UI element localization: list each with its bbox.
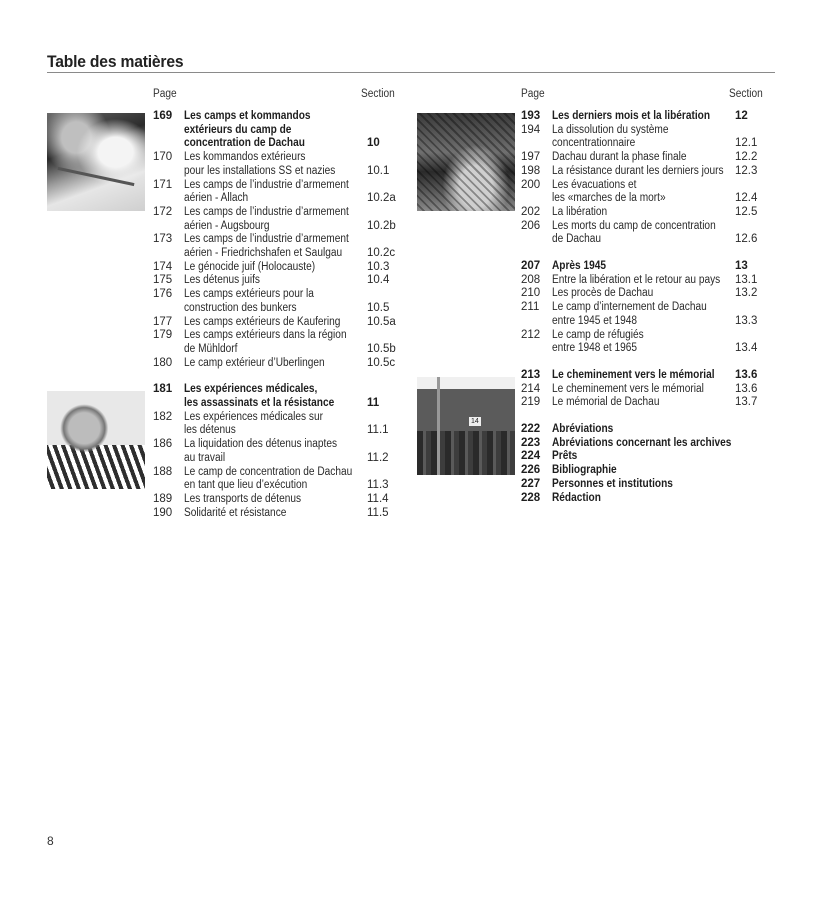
- page-column-label: Page: [521, 88, 545, 100]
- toc-entry-continuation[interactable]: [521, 315, 781, 329]
- toc-entry-title: concentration de Dachau: [184, 137, 305, 150]
- toc-entry-continuation[interactable]: [153, 343, 413, 357]
- toc-page-number: 188: [153, 465, 173, 478]
- toc-section-number: 13.2: [735, 287, 758, 300]
- toc-entry-continuation[interactable]: [521, 192, 781, 206]
- toc-page-number: [153, 343, 184, 357]
- toc-entry-continuation[interactable]: [153, 124, 413, 138]
- toc-page-number: [153, 397, 184, 411]
- toc-entry[interactable]: [153, 261, 413, 275]
- toc-section-number: 10.5a: [367, 315, 396, 328]
- toc-page-number: [153, 165, 184, 179]
- toc-section-number: 12.5: [735, 205, 758, 218]
- toc-page-number: 200: [521, 178, 541, 191]
- toc-section-number: 13: [735, 260, 748, 273]
- toc-page-number: 210: [521, 287, 541, 300]
- toc-entry-continuation[interactable]: [153, 302, 413, 316]
- toc-entry-title: Après 1945: [552, 260, 607, 273]
- toc-entry-title: Le cheminement vers le mémorial: [552, 382, 704, 395]
- memorial-gathering-photo: [417, 377, 515, 475]
- toc-entry-title: Le camp de concentration de Dachau: [184, 465, 353, 478]
- toc-entry[interactable]: [153, 466, 413, 480]
- toc-entry-title: les «marches de la mort»: [552, 192, 666, 205]
- toc-page-number: 170: [153, 151, 173, 164]
- toc-entry-title: Les expériences médicales sur: [184, 410, 323, 423]
- toc-entry-title: de Dachau: [552, 233, 601, 246]
- toc-section-number: 13.4: [735, 342, 758, 355]
- toc-entry-title: Les camps de l’industrie d’armement: [184, 205, 349, 218]
- toc-page-number: 197: [521, 151, 541, 164]
- toc-page-number: 194: [521, 123, 541, 136]
- toc-page-number: 186: [153, 438, 173, 451]
- toc-page-number: 198: [521, 164, 541, 177]
- toc-section-number: 13.3: [735, 314, 758, 327]
- toc-page-number: 175: [153, 274, 173, 287]
- toc-entry-title: Le camp d’internement de Dachau: [552, 301, 707, 314]
- toc-entry-continuation[interactable]: [153, 165, 413, 179]
- chapter-10: [153, 110, 413, 370]
- toc-entry[interactable]: [153, 507, 413, 521]
- toc-entry-title: Les camps de l’industrie d’armement: [184, 233, 349, 246]
- toc-entry-continuation[interactable]: [153, 192, 413, 206]
- toc-entry-title: Entre la libération et le retour au pays: [552, 273, 721, 286]
- toc-entry-title: Le cheminement vers le mémorial: [552, 368, 715, 381]
- toc-page-number: 171: [153, 178, 173, 191]
- toc-entry[interactable]: [153, 206, 413, 220]
- toc-page-number: 206: [521, 219, 541, 232]
- toc-entry[interactable]: [521, 110, 781, 124]
- toc-entry-title: La dissolution du système: [552, 123, 669, 136]
- toc-page-number: 208: [521, 273, 541, 286]
- toc-page-number: 212: [521, 328, 541, 341]
- section-column-label: Section: [729, 88, 763, 100]
- toc-section-number: 10.2b: [367, 219, 396, 232]
- toc-entry[interactable]: [521, 124, 781, 138]
- toc-section-number: 11.2: [367, 451, 389, 464]
- column-header: [153, 88, 413, 110]
- toc-entry-title: Les détenus juifs: [184, 274, 260, 287]
- toc-entry[interactable]: [521, 464, 781, 478]
- toc-section-number: 12.1: [735, 137, 758, 150]
- toc-page-number: [153, 137, 184, 151]
- toc-entry-title: Rédaction: [552, 491, 601, 504]
- chapter-12: [521, 110, 781, 247]
- toc-entry-title: Les camps et kommandos: [184, 110, 311, 122]
- toc-page-number: 173: [153, 233, 173, 246]
- toc-page-number: [521, 342, 552, 356]
- toc-entry-title: au travail: [184, 451, 226, 464]
- toc-entry-title: de Mühldorf: [184, 342, 238, 355]
- toc-section-number: 13.7: [735, 396, 758, 409]
- toc-entry-title: Les évacuations et: [552, 178, 637, 191]
- toc-entry[interactable]: [521, 369, 781, 383]
- toc-section-number: 13.6: [735, 368, 758, 381]
- toc-entry[interactable]: [153, 179, 413, 193]
- toc-page-number: 219: [521, 396, 541, 409]
- toc-entry-title: aérien - Augsbourg: [184, 219, 270, 232]
- toc-entry[interactable]: [153, 493, 413, 507]
- prisoner-portrait-photo: [47, 391, 145, 489]
- toc-page-number: 214: [521, 382, 541, 395]
- toc-page-number: 223: [521, 436, 541, 449]
- toc-entry[interactable]: [153, 383, 413, 397]
- toc-section-number: 13.1: [735, 273, 758, 286]
- toc-page-number: 227: [521, 477, 541, 490]
- column-header: [521, 88, 781, 110]
- toc-page-number: 174: [153, 260, 173, 273]
- toc-section-number: 11.5: [367, 506, 389, 519]
- toc-entry[interactable]: [153, 151, 413, 165]
- toc-page-number: 169: [153, 110, 173, 122]
- toc-page-number: 211: [521, 301, 540, 314]
- toc-entry-title: Le mémorial de Dachau: [552, 396, 660, 409]
- toc-entry-title: La liquidation des détenus inaptes: [184, 438, 338, 451]
- toc-entry-title: Les procès de Dachau: [552, 287, 654, 300]
- toc-entry-title: en tant que lieu d’exécution: [184, 479, 308, 492]
- toc-section-number: 11.3: [367, 479, 389, 492]
- toc-section-number: 11: [367, 397, 380, 410]
- toc-entry-continuation[interactable]: [153, 220, 413, 234]
- toc-entry-title: Personnes et institutions: [552, 477, 673, 490]
- toc-section-number: 10.5: [367, 301, 390, 314]
- toc-entry-title: Abréviations concernant les archives: [552, 436, 732, 449]
- toc-page-number: [153, 452, 184, 466]
- toc-entry[interactable]: [521, 437, 781, 451]
- toc-entry-title: Le camp de réfugiés: [552, 328, 644, 341]
- toc-entry-title: construction des bunkers: [184, 301, 297, 314]
- toc-entry-title: pour les installations SS et nazies: [184, 164, 336, 177]
- toc-entry-title: Abréviations: [552, 423, 614, 436]
- toc-page-number: [521, 315, 552, 329]
- toc-entry[interactable]: [153, 411, 413, 425]
- toc-entry-continuation[interactable]: [153, 479, 413, 493]
- toc-page-number: 202: [521, 205, 541, 218]
- toc-entry-title: Prêts: [552, 450, 578, 463]
- toc-entry-title: Les transports de détenus: [184, 492, 302, 505]
- toc-entry[interactable]: [521, 206, 781, 220]
- toc-page-number: 226: [521, 464, 541, 477]
- toc-page-number: 172: [153, 205, 173, 218]
- toc-entry-title: aérien - Friedrichshafen et Saulgau: [184, 247, 343, 260]
- toc-entry-title: Les camps extérieurs dans la région: [184, 329, 347, 342]
- toc-entry-title: Bibliographie: [552, 464, 617, 477]
- toc-section-number: 10.3: [367, 260, 390, 273]
- toc-entry-title: les assassinats et la résistance: [184, 397, 335, 410]
- toc-entry[interactable]: [521, 165, 781, 179]
- appendix-list: [521, 423, 781, 505]
- toc-entry-title: entre 1945 et 1948: [552, 314, 637, 327]
- toc-entry-title: Les expériences médicales,: [184, 383, 318, 396]
- chapter-13-6: [521, 369, 781, 410]
- toc-entry-title: Les derniers mois et la libération: [552, 110, 711, 122]
- toc-entry[interactable]: [521, 287, 781, 301]
- toc-right-column: [521, 88, 781, 505]
- toc-entry[interactable]: [153, 288, 413, 302]
- toc-page-number: [153, 302, 184, 316]
- page-column-label: Page: [153, 88, 177, 100]
- toc-page-number: 228: [521, 491, 541, 504]
- toc-entry-title: Le génocide juif (Holocauste): [184, 260, 316, 273]
- toc-page-number: [153, 220, 184, 234]
- toc-page-number: [521, 137, 552, 151]
- toc-entry[interactable]: [521, 478, 781, 492]
- toc-entry[interactable]: [153, 438, 413, 452]
- toc-entry-continuation[interactable]: [153, 424, 413, 438]
- toc-section-number: 10.2a: [367, 192, 396, 205]
- title-rule: [47, 72, 775, 73]
- toc-entry-title: Le camp extérieur d’Überlingen: [184, 356, 325, 369]
- toc-section-number: 10: [367, 137, 380, 150]
- toc-section-number: 12.4: [735, 192, 758, 205]
- toc-entry[interactable]: [153, 316, 413, 330]
- toc-entry[interactable]: [521, 492, 781, 506]
- toc-entry[interactable]: [521, 260, 781, 274]
- toc-section-number: 10.1: [367, 164, 390, 177]
- toc-page-number: [153, 124, 184, 138]
- toc-page-number: 224: [521, 450, 541, 463]
- toc-page-number: 180: [153, 356, 173, 369]
- toc-left-column: [153, 88, 413, 520]
- toc-page-number: 193: [521, 110, 541, 122]
- toc-entry[interactable]: [521, 220, 781, 234]
- page-title: Table des matières: [47, 52, 184, 71]
- toc-entry[interactable]: [521, 396, 781, 410]
- toc-entry-continuation[interactable]: [153, 137, 413, 151]
- toc-entry[interactable]: [521, 274, 781, 288]
- toc-entry-title: Les camps extérieurs pour la: [184, 288, 314, 301]
- toc-section-number: 11.1: [367, 424, 389, 437]
- toc-entry[interactable]: [153, 329, 413, 343]
- toc-entry-continuation[interactable]: [153, 247, 413, 261]
- toc-entry-title: La libération: [552, 205, 608, 218]
- toc-section-number: 10.5c: [367, 356, 396, 369]
- toc-entry[interactable]: [153, 110, 413, 124]
- toc-page-number: 213: [521, 368, 541, 381]
- toc-entry[interactable]: [521, 301, 781, 315]
- toc-entry-title: extérieurs du camp de: [184, 123, 292, 136]
- toc-page-number: [153, 192, 184, 206]
- toc-entry-title: Solidarité et résistance: [184, 506, 287, 519]
- toc-page-number: 190: [153, 506, 173, 519]
- toc-entry-title: Dachau durant la phase finale: [552, 151, 687, 164]
- toc-entry-title: La résistance durant les derniers jours: [552, 164, 724, 177]
- toc-section-number: 13.6: [735, 382, 758, 395]
- toc-entry[interactable]: [521, 383, 781, 397]
- toc-page-number: 189: [153, 492, 173, 505]
- toc-section-number: 10.4: [367, 274, 390, 287]
- toc-page-number: [521, 192, 552, 206]
- toc-entry-title: Les camps de l’industrie d’armement: [184, 178, 349, 191]
- toc-entry[interactable]: [521, 423, 781, 437]
- toc-section-number: 12.2: [735, 151, 758, 164]
- toc-entry-title: Les morts du camp de concentration: [552, 219, 716, 232]
- toc-page-number: 222: [521, 423, 541, 436]
- toc-page-number: [153, 247, 184, 261]
- toc-section-number: 10.5b: [367, 342, 396, 355]
- toc-page-number: 177: [153, 315, 173, 328]
- toc-entry-continuation[interactable]: [521, 233, 781, 247]
- toc-page-number: [521, 233, 552, 247]
- page-number: 8: [47, 834, 54, 848]
- pile-bodies-photo: [417, 113, 515, 211]
- toc-entry-continuation[interactable]: [153, 452, 413, 466]
- toc-entry[interactable]: [153, 233, 413, 247]
- toc-section-number: 10.2c: [367, 247, 396, 260]
- toc-entry-continuation[interactable]: [521, 342, 781, 356]
- toc-page-number: [153, 424, 184, 438]
- toc-page-number: 176: [153, 288, 173, 301]
- toc-section-number: 12.6: [735, 233, 758, 246]
- toc-page-number: 179: [153, 329, 173, 342]
- toc-entry-continuation[interactable]: [153, 397, 413, 411]
- toc-page-number: 181: [153, 383, 173, 396]
- toc-section-number: 12.3: [735, 164, 758, 177]
- toc-entry-title: aérien - Allach: [184, 192, 249, 205]
- toc-entry-title: les détenus: [184, 424, 236, 437]
- toc-entry[interactable]: [521, 450, 781, 464]
- chapter-11: [153, 383, 413, 520]
- toc-entry[interactable]: [521, 179, 781, 193]
- toc-page-number: 182: [153, 410, 173, 423]
- section-column-label: Section: [361, 88, 395, 100]
- toc-section-number: 12: [735, 110, 748, 122]
- train-smoke-photo: [47, 113, 145, 211]
- toc-page-number: 207: [521, 260, 541, 273]
- toc-page-number: [153, 479, 184, 493]
- chapter-13: [521, 260, 781, 356]
- toc-entry-title: concentrationnaire: [552, 137, 636, 150]
- toc-entry-continuation[interactable]: [521, 137, 781, 151]
- toc-entry-title: entre 1948 et 1965: [552, 342, 637, 355]
- toc-entry[interactable]: [521, 329, 781, 343]
- toc-section-number: 11.4: [367, 492, 389, 505]
- toc-entry[interactable]: [153, 357, 413, 371]
- toc-entry[interactable]: [521, 151, 781, 165]
- toc-entry-title: Les kommandos extérieurs: [184, 151, 306, 164]
- toc-entry[interactable]: [153, 274, 413, 288]
- toc-entry-title: Les camps extérieurs de Kaufering: [184, 315, 341, 328]
